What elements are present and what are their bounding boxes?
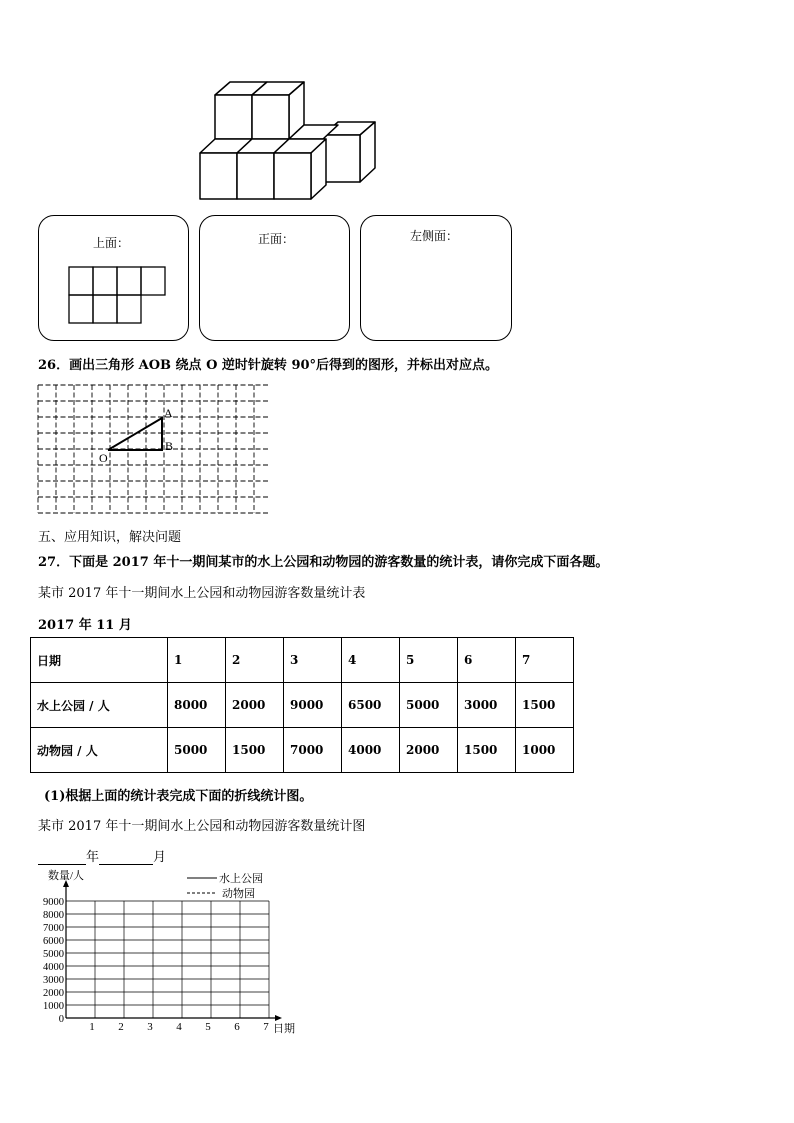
value-cell: 2000 [226, 683, 284, 728]
front-view-box[interactable] [199, 215, 350, 341]
value-cell: 2000 [400, 728, 458, 773]
section-title: 五、应用知识，解决问题 [38, 530, 182, 545]
top-view-box [38, 215, 189, 341]
cube-figure [195, 75, 380, 205]
y-axis-label: 数量/人 [48, 870, 85, 882]
legend-label: 动物园 [222, 888, 255, 900]
x-tick-label: 6 [234, 1021, 240, 1033]
day-cell: 5 [400, 638, 458, 683]
value-cell: 3000 [458, 683, 516, 728]
y-tick-label: 8000 [43, 910, 64, 921]
value-cell: 6500 [342, 683, 400, 728]
value-cell: 1000 [516, 728, 574, 773]
value-cell: 8000 [168, 683, 226, 728]
top-view-label: 上面： [93, 236, 130, 250]
day-cell: 7 [516, 638, 574, 683]
table-title: 某市 2017 年十一期间水上公园和动物园游客数量统计表 [38, 586, 366, 601]
day-cell: 3 [284, 638, 342, 683]
table-date: 2017 年 11 月 [38, 618, 132, 633]
month-blank[interactable] [99, 851, 153, 865]
value-cell: 1500 [516, 683, 574, 728]
rotation-grid[interactable] [37, 384, 269, 516]
stats-table [30, 637, 574, 773]
value-cell: 9000 [284, 683, 342, 728]
front-view-label: 正面： [258, 232, 295, 246]
day-cell: 6 [458, 638, 516, 683]
label-o: O [99, 451, 108, 465]
legend-label: 水上公园 [219, 873, 263, 885]
x-tick-label: 1 [89, 1021, 95, 1033]
y-tick-label: 7000 [43, 923, 64, 934]
top-view-grid [68, 266, 168, 326]
x-axis-label: 日期 [273, 1023, 295, 1035]
y-tick-label: 1000 [43, 1001, 64, 1012]
year-unit: 年 [86, 850, 100, 865]
sub-question-1: (1)根据上面的统计表完成下面的折线统计图。 [44, 789, 313, 804]
left-view-label: 左侧面： [410, 229, 459, 243]
question-26: 26．画出三角形 AOB 绕点 O 逆时针旋转 90°后得到的图形，并标出对应点。 [38, 358, 499, 373]
y-tick-label: 0 [58, 1014, 64, 1025]
label-b: B [165, 439, 174, 453]
month-unit: 月 [153, 850, 167, 865]
x-tick-label: 7 [263, 1021, 269, 1033]
left-view-box[interactable] [360, 215, 512, 341]
value-cell: 7000 [284, 728, 342, 773]
table-header-label: 日期 [31, 638, 168, 683]
table-row [31, 683, 574, 728]
y-tick-label: 5000 [43, 949, 64, 960]
y-tick-label: 9000 [43, 897, 64, 908]
year-month-line [38, 846, 166, 865]
table-row [31, 728, 574, 773]
triangle-aob [108, 418, 162, 450]
line-chart[interactable] [30, 868, 305, 1038]
y-tick-label: 3000 [43, 975, 64, 986]
x-tick-label: 3 [147, 1021, 153, 1033]
day-cell: 1 [168, 638, 226, 683]
value-cell: 5000 [168, 728, 226, 773]
year-blank[interactable] [38, 851, 86, 865]
x-axis-arrow [275, 1015, 282, 1021]
x-tick-label: 2 [118, 1021, 124, 1033]
x-tick-label: 5 [205, 1021, 211, 1033]
day-cell: 2 [226, 638, 284, 683]
row-label: 动物园 / 人 [31, 728, 168, 773]
day-cell: 4 [342, 638, 400, 683]
value-cell: 4000 [342, 728, 400, 773]
x-tick-label: 4 [176, 1021, 182, 1033]
y-tick-label: 4000 [43, 962, 64, 973]
row-label: 水上公园 / 人 [31, 683, 168, 728]
y-tick-label: 6000 [43, 936, 64, 947]
value-cell: 1500 [226, 728, 284, 773]
label-a: A [164, 406, 173, 420]
y-tick-label: 2000 [43, 988, 64, 999]
chart-title: 某市 2017 年十一期间水上公园和动物园游客数量统计图 [38, 819, 366, 834]
table-row [31, 638, 574, 683]
value-cell: 5000 [400, 683, 458, 728]
question-27: 27．下面是 2017 年十一期间某市的水上公园和动物园的游客数量的统计表，请你完成下面各题。 [38, 555, 609, 570]
value-cell: 1500 [458, 728, 516, 773]
